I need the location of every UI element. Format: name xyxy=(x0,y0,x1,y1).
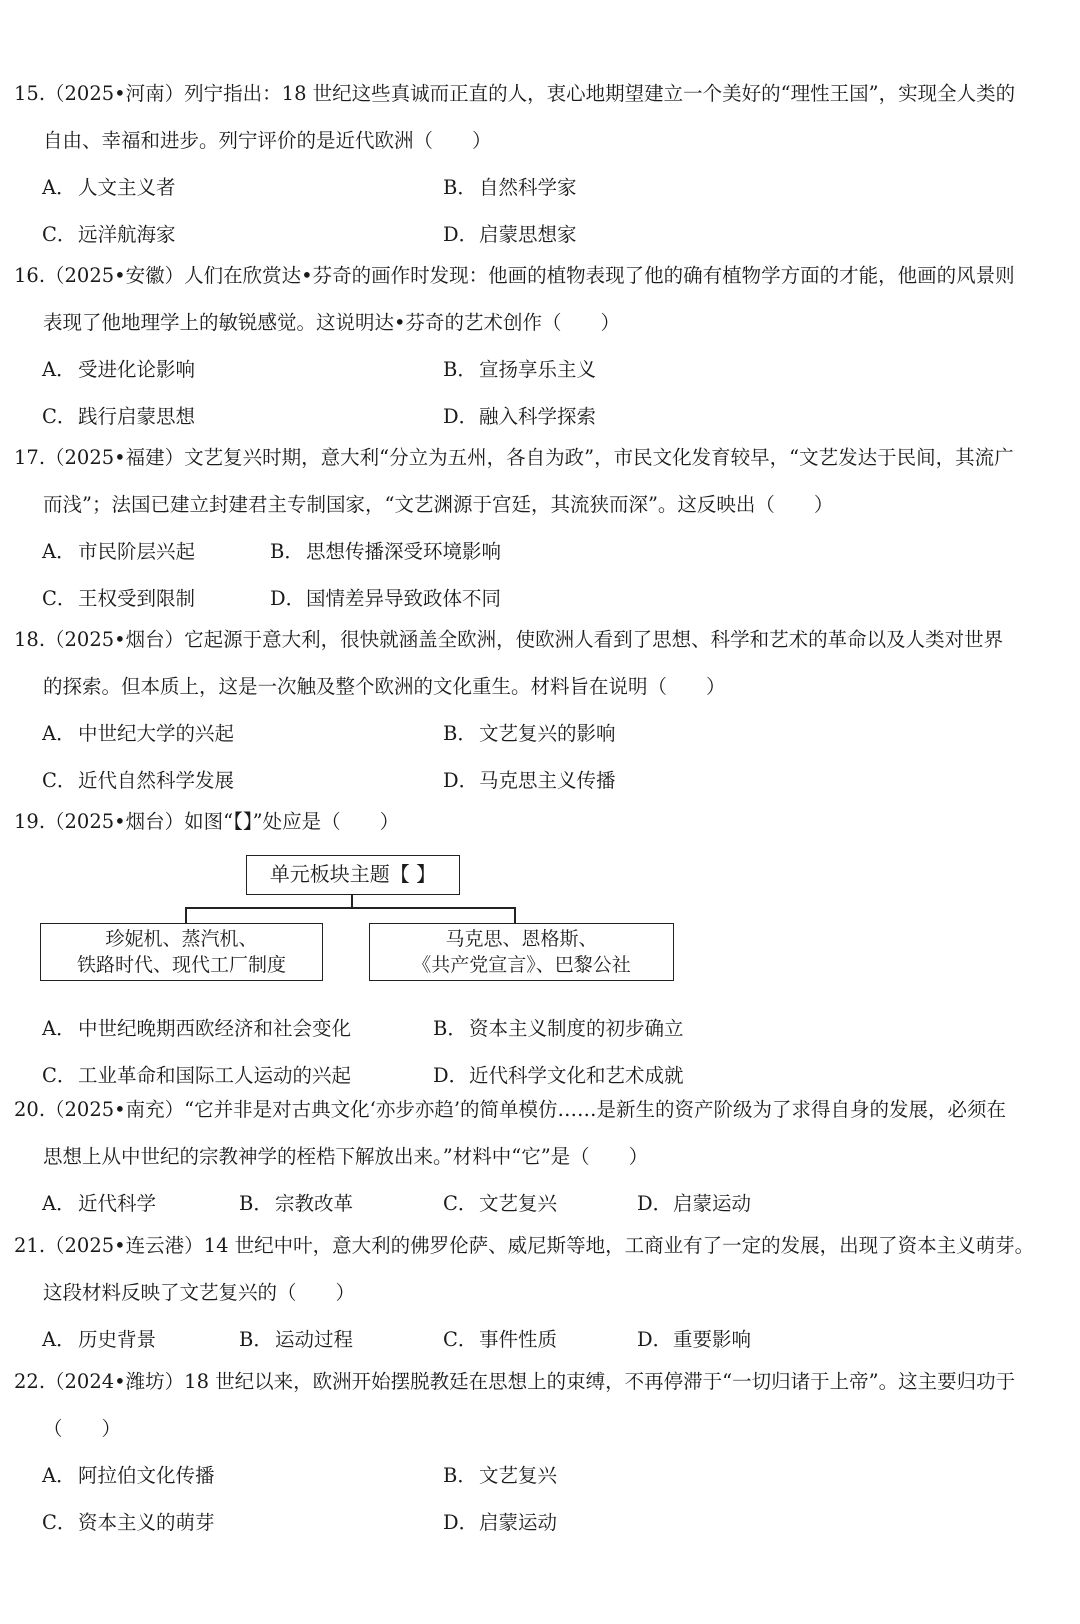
diagram-right-line: 《共产党宣言》、巴黎公社 xyxy=(412,954,631,976)
option-text: 工业革命和国际工人运动的兴起 xyxy=(78,1064,352,1087)
option-row xyxy=(14,211,1068,258)
option-text: 宗教改革 xyxy=(275,1192,354,1215)
question-17 xyxy=(14,434,1068,622)
option-a[interactable] xyxy=(42,1005,351,1052)
option-text: 思想传播深受环境影响 xyxy=(306,540,502,563)
option-b[interactable] xyxy=(443,346,596,393)
option-text: 阿拉伯文化传播 xyxy=(78,1464,215,1487)
option-text: 践行启蒙思想 xyxy=(78,405,196,428)
option-text: 运动过程 xyxy=(275,1328,354,1351)
diagram-connector xyxy=(514,907,516,923)
question-text: 18 世纪以来，欧洲开始摆脱教廷在思想上的束缚，不再停滞于“一切归诸于上帝”。这主要归功于 xyxy=(184,1370,1016,1393)
question-number: 21. xyxy=(14,1234,46,1257)
diagram-left-box xyxy=(40,923,323,981)
option-a[interactable] xyxy=(42,1180,156,1227)
option-text: 文艺复兴的影响 xyxy=(479,722,616,745)
option-text: 人文主义者 xyxy=(78,176,176,199)
option-b[interactable] xyxy=(433,1005,684,1052)
question-stem xyxy=(14,70,1068,164)
option-letter: D． xyxy=(637,1328,673,1351)
option-text: 受进化论影响 xyxy=(78,358,196,381)
option-text: 中世纪晚期西欧经济和社会变化 xyxy=(78,1017,352,1040)
option-a[interactable] xyxy=(42,164,176,211)
option-d[interactable] xyxy=(443,393,596,440)
option-letter: D． xyxy=(270,587,306,610)
option-text: 资本主义制度的初步确立 xyxy=(469,1017,684,1040)
question-text: 它起源于意大利，很快就涵盖全欧洲，使欧洲人看到了思想、科学和艺术的革命以及人类对世界 xyxy=(184,628,1004,651)
option-letter: D． xyxy=(433,1064,469,1087)
question-stem xyxy=(14,1222,1068,1316)
question-stem xyxy=(14,1086,1068,1180)
question-text: 如图“【】”处应是（ ） xyxy=(184,810,400,833)
option-letter: C． xyxy=(42,587,77,610)
topic-diagram xyxy=(14,845,1068,1005)
option-letter: B． xyxy=(433,1017,467,1040)
option-row xyxy=(14,164,1068,211)
option-letter: B． xyxy=(239,1328,273,1351)
question-22 xyxy=(14,1358,1068,1546)
option-row xyxy=(14,1316,1068,1363)
question-text-continued: 思想上从中世纪的宗教神学的桎梏下解放出来。”材料中“它”是（ ） xyxy=(43,1145,649,1168)
question-text-continued: 这段材料反映了文艺复兴的（ ） xyxy=(43,1281,356,1304)
option-letter: B． xyxy=(270,540,304,563)
option-text: 文艺复兴 xyxy=(479,1464,558,1487)
option-letter: D． xyxy=(637,1192,673,1215)
option-letter: D． xyxy=(443,1511,479,1534)
option-text: 资本主义的萌芽 xyxy=(78,1511,215,1534)
question-stem xyxy=(14,1358,1068,1452)
option-row xyxy=(14,346,1068,393)
question-text-continued: 表现了他地理学上的敏锐感觉。这说明达•芬奇的艺术创作（ ） xyxy=(43,311,621,334)
question-text-continued: 而浅”；法国已建立封建君主专制国家，“文艺渊源于宫廷，其流狭而深”。这反映出（ ） xyxy=(43,493,834,516)
option-text: 近代科学文化和艺术成就 xyxy=(469,1064,684,1087)
question-number: 17. xyxy=(14,446,46,469)
option-d[interactable] xyxy=(443,757,616,804)
option-text: 王权受到限制 xyxy=(78,587,196,610)
question-stem xyxy=(14,252,1068,346)
option-text: 远洋航海家 xyxy=(78,223,176,246)
question-19 xyxy=(14,798,1068,1099)
option-text: 近代科学 xyxy=(78,1192,157,1215)
option-text: 国情差异导致政体不同 xyxy=(306,587,502,610)
option-letter: A． xyxy=(42,1017,76,1040)
option-letter: B． xyxy=(443,1464,477,1487)
option-a[interactable] xyxy=(42,710,234,757)
option-text: 重要影响 xyxy=(673,1328,752,1351)
option-d[interactable] xyxy=(637,1180,751,1227)
question-stem xyxy=(14,616,1068,710)
option-b[interactable] xyxy=(443,1452,557,1499)
option-letter: D． xyxy=(443,769,479,792)
option-c[interactable] xyxy=(42,757,234,804)
option-text: 市民阶层兴起 xyxy=(78,540,196,563)
question-text: 14 世纪中叶，意大利的佛罗伦萨、威尼斯等地，工商业有了一定的发展，出现了资本主义萌芽。 xyxy=(203,1234,1035,1257)
option-text: 融入科学探索 xyxy=(479,405,597,428)
question-source: （2025•安徽） xyxy=(45,264,185,287)
question-text: 文艺复兴时期，意大利“分立为五州，各自为政”，市民文化发育较早，“文艺发达于民间，其流广 xyxy=(184,446,1014,469)
question-source: （2025•南充） xyxy=(45,1098,185,1121)
option-row xyxy=(14,528,1068,575)
option-letter: B． xyxy=(443,722,477,745)
option-b[interactable] xyxy=(239,1180,353,1227)
diagram-left-line: 铁路时代、现代工厂制度 xyxy=(76,954,286,976)
option-letter: C． xyxy=(42,223,77,246)
question-source: （2025•烟台） xyxy=(45,810,185,833)
option-row xyxy=(14,757,1068,804)
question-stem xyxy=(14,798,1068,845)
question-text-continued: 自由、幸福和进步。列宁评价的是近代欧洲（ ） xyxy=(43,129,492,152)
option-letter: C． xyxy=(42,405,77,428)
option-c[interactable] xyxy=(42,393,195,440)
option-d[interactable] xyxy=(270,575,501,622)
option-letter: A． xyxy=(42,176,76,199)
option-letter: A． xyxy=(42,722,76,745)
question-source: （2025•福建） xyxy=(45,446,185,469)
option-letter: B． xyxy=(443,176,477,199)
question-text: 人们在欣赏达•芬奇的画作时发现：他画的植物表现了他的确有植物学方面的才能，他画的风景则 xyxy=(184,264,1015,287)
question-number: 18. xyxy=(14,628,46,651)
option-text: 启蒙思想家 xyxy=(479,223,577,246)
option-c[interactable] xyxy=(42,211,176,258)
question-21 xyxy=(14,1222,1068,1363)
question-number: 15. xyxy=(14,82,46,105)
option-text: 近代自然科学发展 xyxy=(78,769,235,792)
option-letter: D． xyxy=(443,223,479,246)
option-text: 马克思主义传播 xyxy=(479,769,616,792)
question-text-continued: 的探索。但本质上，这是一次触及整个欧洲的文化重生。材料旨在说明（ ） xyxy=(43,675,726,698)
option-letter: A． xyxy=(42,358,76,381)
option-d[interactable] xyxy=(443,1499,557,1546)
option-letter: B． xyxy=(443,358,477,381)
diagram-connector xyxy=(185,907,515,909)
option-letter: C． xyxy=(443,1192,478,1215)
option-row xyxy=(14,393,1068,440)
option-text: 宣扬享乐主义 xyxy=(479,358,597,381)
option-text: 自然科学家 xyxy=(479,176,577,199)
option-text: 启蒙运动 xyxy=(673,1192,752,1215)
question-source: （2025•连云港） xyxy=(45,1234,204,1257)
option-row xyxy=(14,1452,1068,1499)
question-source: （2025•河南） xyxy=(45,82,185,105)
option-b[interactable] xyxy=(239,1316,353,1363)
question-source: （2025•烟台） xyxy=(45,628,185,651)
question-source: （2024•潍坊） xyxy=(45,1370,185,1393)
option-b[interactable] xyxy=(443,164,577,211)
option-b[interactable] xyxy=(270,528,501,575)
option-letter: A． xyxy=(42,1192,76,1215)
option-text: 历史背景 xyxy=(78,1328,157,1351)
question-number: 16. xyxy=(14,264,46,287)
option-letter: A． xyxy=(42,1328,76,1351)
option-row xyxy=(14,1005,1068,1052)
option-text: 文艺复兴 xyxy=(479,1192,558,1215)
option-letter: C． xyxy=(443,1328,478,1351)
diagram-connector xyxy=(185,907,187,923)
option-c[interactable] xyxy=(42,1499,215,1546)
question-18 xyxy=(14,616,1068,804)
diagram-right-box xyxy=(369,923,674,981)
option-text: 中世纪大学的兴起 xyxy=(78,722,235,745)
option-c[interactable] xyxy=(42,575,195,622)
option-a[interactable] xyxy=(42,1316,156,1363)
option-row xyxy=(14,575,1068,622)
option-letter: D． xyxy=(443,405,479,428)
question-20 xyxy=(14,1086,1068,1227)
question-stem xyxy=(14,434,1068,528)
question-15 xyxy=(14,70,1068,258)
option-row xyxy=(14,1499,1068,1546)
option-letter: C． xyxy=(42,769,77,792)
question-number: 19. xyxy=(14,810,46,833)
question-text: “它并非是对古典文化‘亦步亦趋’的简单模仿……是新生的资产阶级为了求得自身的发展，必须在 xyxy=(184,1098,1007,1121)
diagram-left-line: 珍妮机、蒸汽机、 xyxy=(105,928,258,950)
option-d[interactable] xyxy=(443,211,577,258)
option-a[interactable] xyxy=(42,346,195,393)
diagram-right-line: 马克思、恩格斯、 xyxy=(445,928,598,950)
option-text: 启蒙运动 xyxy=(479,1511,558,1534)
option-letter: B． xyxy=(239,1192,273,1215)
option-letter: C． xyxy=(42,1064,77,1087)
option-letter: A． xyxy=(42,1464,76,1487)
option-row xyxy=(14,1180,1068,1227)
question-16 xyxy=(14,252,1068,440)
option-text: 事件性质 xyxy=(479,1328,558,1351)
question-text: 列宁指出：18 世纪这些真诚而正直的人，衷心地期望建立一个美好的“理性王国”，实现全人类的 xyxy=(184,82,1016,105)
option-c[interactable] xyxy=(443,1316,557,1363)
question-number: 22. xyxy=(14,1370,46,1393)
option-letter: C． xyxy=(42,1511,77,1534)
question-text-continued: （ ） xyxy=(43,1417,122,1440)
question-number: 20. xyxy=(14,1098,46,1121)
option-row xyxy=(14,710,1068,757)
option-a[interactable] xyxy=(42,528,195,575)
diagram-top-text: 单元板块主题【 】 xyxy=(269,862,437,886)
option-a[interactable] xyxy=(42,1452,215,1499)
option-d[interactable] xyxy=(637,1316,751,1363)
option-b[interactable] xyxy=(443,710,616,757)
option-c[interactable] xyxy=(443,1180,557,1227)
option-letter: A． xyxy=(42,540,76,563)
diagram-top-box xyxy=(246,855,460,895)
